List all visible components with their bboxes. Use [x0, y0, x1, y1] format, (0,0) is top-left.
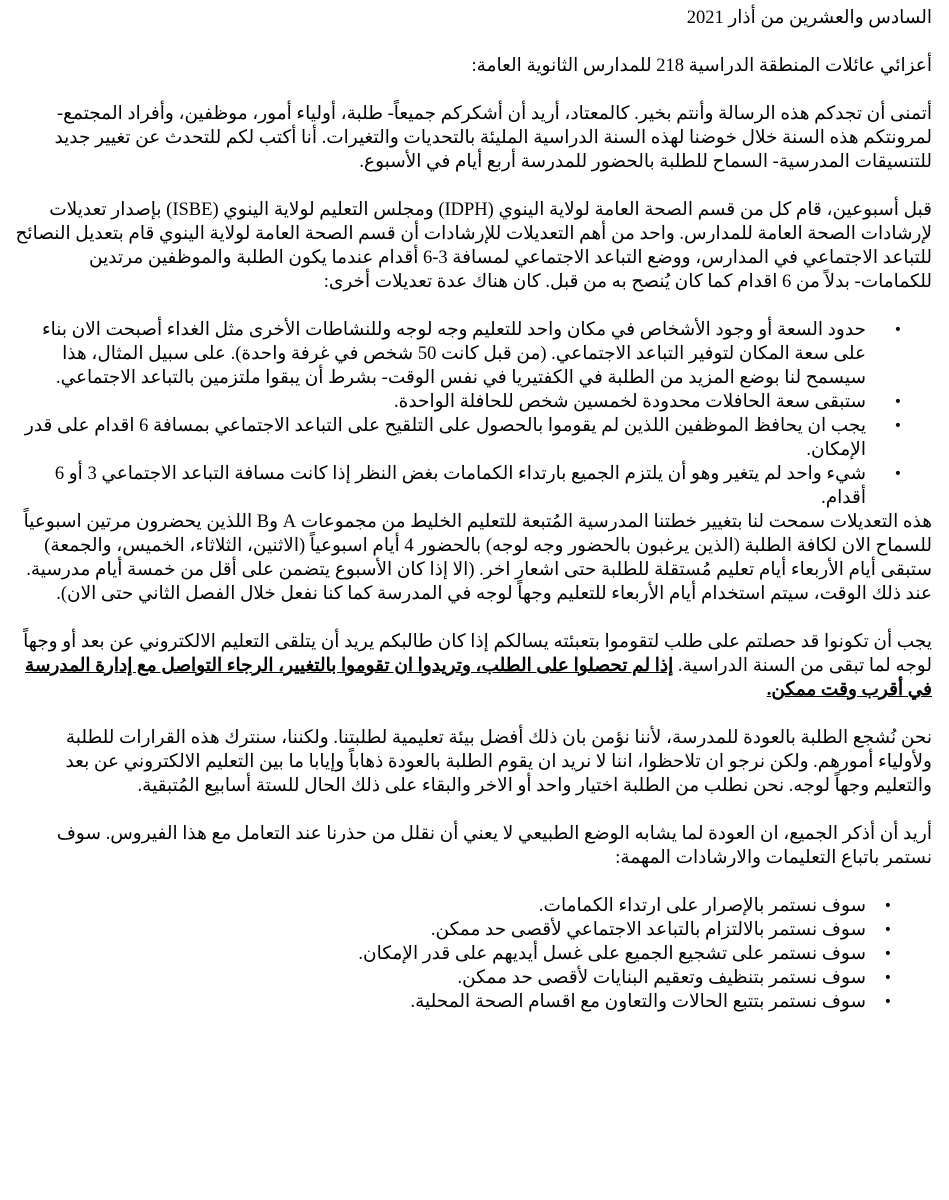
list-item [12, 942, 932, 966]
list-item-text: سوف نستمر بتتبع الحالات والتعاون مع اقسام الصحة المحلية. [410, 992, 866, 1012]
bullet-icon: • [883, 898, 892, 914]
hybrid-plan-paragraph: هذه التعديلات سمحت لنا بتغيير خطتنا المدرسية المُتبعة للتعليم الخليط من مجموعات A وB اللذين يحضرون مرتين اسبوعياً للسماح الان لكافة الطلبة (الذين يرغبون بالحضور وجه لوجه) بالحضور 4 أيام اسبوعياً (الاثنين، الثلاثاء، الخميس، والجمعة) ستبقى أيام الأربعاء أيام تعليم مُستقلة للطلبة حتى اشعار اخر. (الا إذا كان الأسبوع يتضمن على أقل من خمسة أيام مدرسية. عند ذلك الوقت، سيتم استخدام أيام الأربعاء للتعليم وجهاً لوجه في المدرسة كما كنا نفعل خلال الفصل الثاني حتى الان). [23, 512, 932, 604]
list-item-text: سوف نستمر على تشجيع الجميع على غسل أيديهم على قدر الإمكان. [358, 944, 866, 964]
bullet-icon: • [893, 394, 902, 410]
request-text: يجب أن تكونوا قد حصلتم على طلب لتقوموا بتعبئته يسالكم إذا كان طالبكم يريد أن يتلقى التعليم الالكتروني عن بعد أو وجهاً لوجه لما تبقى من السنة الدراسية. [23, 632, 932, 676]
bullet-icon: • [883, 946, 892, 962]
bullet-icon: • [883, 994, 892, 1010]
list-item-text: شيء واحد لم يتغير وهو أن يلتزم الجميع بارتداء الكمامات بغض النظر إذا كانت مسافة التباعد الاجتماعي 3 أو 6 أقدام. [54, 464, 866, 508]
list-item [12, 966, 932, 990]
list-item-text: يجب ان يحافظ الموظفين اللذين لم يقوموا بالحصول على التلقيح على التباعد الاجتماعي بمسافة 6 اقدام على قدر الإمكان. [24, 416, 866, 460]
bullet-icon: • [893, 466, 902, 482]
list-item-text: حدود السعة أو وجود الأشخاص في مكان واحد للتعليم وجه لوجه وللنشاطات الأخرى مثل الغداء أصبحت الان بناء على سعة المكان لتوفير التباعد الاجتماعي. (من قبل كانت 50 شخص في غرفة واحدة). على سبيل المثال، هذا سيسمح لنا بوضع المزيد من الطلبة في الكفتيريا في نفس الوقت- بشرط أن يبقوا ملتزمين بالتباعد الاجتماعي. [41, 320, 866, 388]
list-item [12, 414, 902, 462]
list-item [12, 318, 902, 390]
bullet-icon: • [883, 970, 892, 986]
reminder-paragraph: أريد أن أذكر الجميع، ان العودة لما يشابه الوضع الطبيعي لا يعني أن نقلل من حذرنا عند التعامل مع هذا الفيروس. سوف نستمر باتباع التعليمات والارشادات المهمة: [56, 824, 932, 868]
bullet-icon: • [893, 418, 902, 434]
list-item-text: سوف نستمر بالإصرار على ارتداء الكمامات. [538, 896, 866, 916]
letter-greeting: أعزائي عائلات المنطقة الدراسية 218 للمدارس الثانوية العامة: [471, 56, 932, 76]
letter-document [12, 6, 932, 1014]
guidance-paragraph: قبل أسبوعين، قام كل من قسم الصحة العامة لولاية الينوي (IDPH) ومجلس التعليم لولاية الينوي (ISBE) بإصدار تعديلات لإرشادات الصحة العامة للمدارس. واحد من أهم التعديلات للإرشادات أن قسم الصحة العامة لولاية الينوي قام بتعديل النصائح للتباعد الاجتماعي في المدارس، ووضع التباعد الاجتماعي لمسافة 3-6 أقدام عندما يكون الطلبة والموظفين مرتدين للكمامات- بدلاً من 6 اقدام كما كان يُنصح به من قبل. كان هناك عدة تعديلات أخرى: [15, 200, 932, 292]
list-item [12, 918, 932, 942]
request-emphasis: إذا لم تحصلوا على الطلب، وتريدوا ان تقوموا بالتغيير، الرجاء التواصل مع إدارة المدرسة في أقرب وقت ممكن. [25, 656, 932, 700]
intro-paragraph: أتمنى أن تجدكم هذه الرسالة وأنتم بخير. كالمعتاد، أريد أن أشكركم جميعاً- طلبة، أولياء أمور، موظفين، وأفراد المجتمع- لمرونتكم هذه السنة خلال خوضنا لهذه السنة الدراسية المليئة بالتحديات والتغيرات. أنا أكتب لكم للتحدث عن تغيير جديد للتنسيقات المدرسية- السماح للطلبة بالحضور للمدرسة أربع أيام في الأسبوع. [54, 104, 932, 172]
letter-date: السادس والعشرين من أذار 2021 [686, 8, 932, 28]
list-item-text: سوف نستمر بالالتزام بالتباعد الاجتماعي لأقصى حد ممكن. [430, 920, 866, 940]
request-paragraph [12, 630, 932, 702]
list-item-text: ستبقى سعة الحافلات محدودة لخمسين شخص للحافلة الواحدة. [394, 392, 866, 412]
list-item [12, 894, 932, 918]
encourage-paragraph: نحن نُشجع الطلبة بالعودة للمدرسة، لأننا نؤمن بان ذلك أفضل بيئة تعليمية لطلبتنا. ولكننا، سنترك هذه القرارات للطلبة ولأولياء أمورهم. ولكن نرجو ان تلاحظوا، اننا لا نريد ان يقوم الطلبة بالعودة ذهاباً وإيابا ما بين التعليم الالكتروني عن بعد والتعليم وجهاً لوجه. نحن نطلب من الطلبة اختيار واحد أو الاخر والبقاء على ذلك الحال للستة أسابيع المُتبقية. [65, 728, 932, 796]
list-item [12, 462, 902, 510]
list-item [12, 390, 902, 414]
list-item-text: سوف نستمر بتنظيف وتعقيم البنايات لأقصى حد ممكن. [457, 968, 866, 988]
guidance-changes-list [12, 318, 932, 510]
bullet-icon: • [893, 322, 902, 338]
bullet-icon: • [883, 922, 892, 938]
safety-measures-list [12, 894, 932, 1014]
list-item [12, 990, 932, 1014]
